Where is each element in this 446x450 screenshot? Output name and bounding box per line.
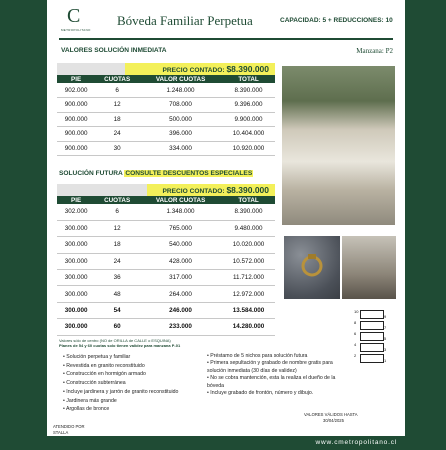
features-left-list [63, 353, 189, 414]
niche-slot [360, 310, 387, 319]
future-cash-label: PRECIO CONTADO: [162, 188, 225, 195]
table-cell: 10.572.000 [222, 253, 275, 269]
fut-col-header: TOTAL [222, 196, 275, 204]
table-cell: 300.000 [57, 319, 95, 335]
table-row [57, 141, 275, 156]
niche-number: 6 [354, 331, 357, 336]
table-row [57, 127, 275, 142]
website-link[interactable]: www.cmetropolitano.cl [315, 439, 397, 446]
features-right-list [207, 353, 347, 397]
table-cell: 12 [95, 220, 139, 236]
table-cell: 317.000 [139, 270, 222, 286]
table-cell: 6 [95, 204, 139, 220]
table-row [57, 270, 275, 286]
immediate-cash-value: $8.390.000 [226, 64, 269, 74]
table-cell: 708.000 [139, 98, 222, 113]
niche-number: 3 [384, 347, 387, 352]
table-cell: 428.000 [139, 253, 222, 269]
niche-number: 7 [384, 325, 387, 330]
note-plan-validity: Planes de 54 y 60 cuotas solo tienen validez para manzana P-01 [59, 343, 181, 348]
table-cell: 1.248.000 [139, 83, 222, 98]
fut-col-header: PIE [57, 196, 95, 204]
table-cell: 24 [95, 253, 139, 269]
validity-date: 30/04/2025 [323, 418, 344, 423]
niche-number: 4 [354, 342, 357, 347]
table-cell: 540.000 [139, 237, 222, 253]
feature-item: • Construcción en hormigón armado [63, 370, 189, 379]
table-cell: 12 [95, 98, 139, 113]
feature-item: • Incluye grabado de frontón, número y dibujo. [207, 390, 347, 397]
feature-item: • Incluye jardinera y jarrón de granito reconstituido [63, 388, 189, 397]
table-cell: 300.000 [57, 220, 95, 236]
brochure-page [47, 0, 405, 450]
niche-slot [360, 354, 387, 363]
table-cell: 300.000 [57, 270, 95, 286]
table-cell: 264.000 [139, 286, 222, 302]
vault-photo [282, 66, 395, 225]
header [47, 0, 405, 38]
table-cell: 18 [95, 237, 139, 253]
feature-item: • Revestida en granito reconstituido [63, 362, 189, 371]
niche-number: 9 [384, 314, 387, 319]
niche-number: 1 [384, 358, 387, 363]
immediate-table [57, 75, 275, 156]
imm-col-header: VALOR CUOTAS [139, 75, 222, 83]
attended-name: STALLA [53, 430, 69, 435]
feature-item: • Construcción subterránea [63, 379, 189, 388]
fut-col-header: CUOTAS [95, 196, 139, 204]
table-cell: 24 [95, 127, 139, 142]
feature-item: • Primera sepultación y grabado de nombre gratis para solución inmediata (30 días de validez) [207, 360, 347, 375]
table-row [57, 253, 275, 269]
ring-icon [284, 236, 340, 299]
table-cell: 14.280.000 [222, 319, 275, 335]
table-row [57, 112, 275, 127]
niche-diagram [354, 309, 388, 419]
logo-text: METROPOLITANO [61, 28, 91, 32]
bronze-ring-photo [284, 236, 340, 299]
table-cell: 246.000 [139, 302, 222, 318]
table-cell: 900.000 [57, 112, 95, 127]
note-center-values: Valores sólo de centro (NO de ORILLA de CALLE o ESQUINA) [59, 338, 171, 343]
immediate-grey-band [57, 63, 125, 75]
brand-title: Bóveda Familiar Perpetua [117, 13, 253, 28]
table-cell: 900.000 [57, 141, 95, 156]
table-row [57, 319, 275, 335]
table-cell: 6 [95, 83, 139, 98]
table-cell: 300.000 [57, 237, 95, 253]
table-cell: 9.396.000 [222, 98, 275, 113]
future-table [57, 196, 275, 336]
fut-col-header: VALOR CUOTAS [139, 196, 222, 204]
feature-item: • Jardinera más grande [63, 397, 189, 406]
table-cell: 10.920.000 [222, 141, 275, 156]
table-cell: 13.584.000 [222, 302, 275, 318]
table-cell: 765.000 [139, 220, 222, 236]
table-cell: 334.000 [139, 141, 222, 156]
feature-item: • No se cobra mantención, esta la realiza el dueño de la bóveda [207, 375, 347, 390]
table-cell: 9.480.000 [222, 220, 275, 236]
table-cell: 396.000 [139, 127, 222, 142]
niche-number: 10 [354, 309, 359, 314]
feature-item: • Préstamo de 5 nichos para solución futura [207, 353, 347, 360]
niche-slot [360, 343, 387, 352]
niche-number: 5 [384, 336, 387, 341]
table-row [57, 83, 275, 98]
table-cell: 48 [95, 286, 139, 302]
table-cell: 54 [95, 302, 139, 318]
manzana-label: Manzana: P2 [356, 47, 393, 55]
table-cell: 30 [95, 141, 139, 156]
table-cell: 902.000 [57, 83, 95, 98]
table-cell: 302.000 [57, 204, 95, 220]
attended-label: ATENDIDO POR [53, 424, 85, 429]
table-cell: 10.404.000 [222, 127, 275, 142]
niche-number: 8 [354, 320, 357, 325]
logo-letter: C [67, 5, 81, 27]
table-cell: 36 [95, 270, 139, 286]
future-promo: CONSULTE DESCUENTOS ESPECIALES [125, 170, 253, 177]
capacity-label: CAPACIDAD: 5 + REDUCCIONES: 10 [280, 17, 393, 24]
header-rule [59, 38, 393, 40]
table-cell: 9.900.000 [222, 112, 275, 127]
table-cell: 300.000 [57, 286, 95, 302]
table-cell: 900.000 [57, 98, 95, 113]
table-cell: 300.000 [57, 302, 95, 318]
table-cell: 900.000 [57, 127, 95, 142]
imm-col-header: TOTAL [222, 75, 275, 83]
future-grey-band [57, 184, 147, 196]
table-row [57, 220, 275, 236]
footer-bar [47, 436, 405, 450]
future-cash-price [147, 184, 275, 196]
niche-slot [360, 321, 387, 330]
table-cell: 12.972.000 [222, 286, 275, 302]
table-cell: 1.348.000 [139, 204, 222, 220]
table-cell: 18 [95, 112, 139, 127]
feature-item: • Argollas de bronce [63, 405, 189, 414]
niche-slot [360, 332, 387, 341]
table-row [57, 286, 275, 302]
validity-label: VALORES VÁLIDOS HASTA [304, 412, 358, 417]
table-cell: 300.000 [57, 253, 95, 269]
future-title-text: SOLUCIÓN FUTURA [59, 170, 123, 177]
table-cell: 500.000 [139, 112, 222, 127]
cemetery-logo [61, 6, 97, 34]
immediate-cash-price [125, 63, 275, 75]
table-cell: 8.390.000 [222, 204, 275, 220]
niche-number: 2 [354, 353, 357, 358]
future-title [59, 170, 253, 177]
table-cell: 8.390.000 [222, 83, 275, 98]
table-cell: 11.712.000 [222, 270, 275, 286]
table-row [57, 204, 275, 220]
table-row [57, 302, 275, 318]
imm-col-header: PIE [57, 75, 95, 83]
immediate-cash-label: PRECIO CONTADO: [162, 67, 225, 74]
feature-item: • Solución perpetua y familiar [63, 353, 189, 362]
future-cash-value: $8.390.000 [226, 185, 269, 195]
table-cell: 60 [95, 319, 139, 335]
table-cell: 233.000 [139, 319, 222, 335]
jar-photo [342, 236, 396, 299]
immediate-title: VALORES SOLUCIÓN INMEDIATA [61, 47, 167, 54]
table-cell: 10.020.000 [222, 237, 275, 253]
table-row [57, 98, 275, 113]
table-row [57, 237, 275, 253]
imm-col-header: CUOTAS [95, 75, 139, 83]
